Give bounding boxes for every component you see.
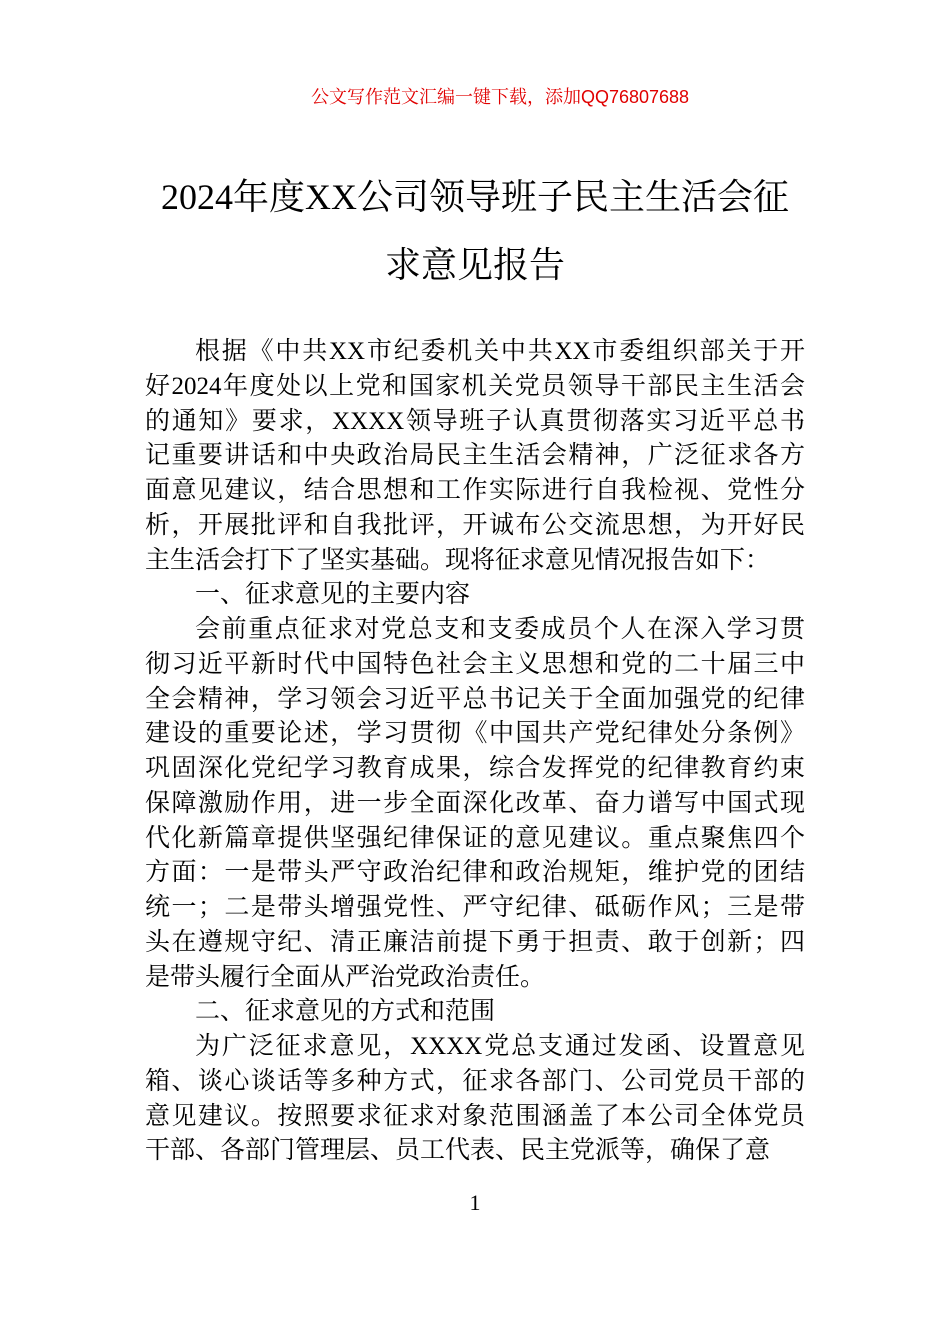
paragraph-line: 根据《中共XX市纪委机关中共XX市委组织部关于开 [195,338,805,365]
paragraph-line: 代化新篇章提供坚强纪律保证的意见建议。重点聚焦四个 [145,824,805,852]
paragraph-line: 是带头履行全面从严治党政治责任。 [145,963,546,991]
paragraph-line: 干部、各部门管理层、员工代表、民主党派等，确保了意 [145,1137,771,1165]
document-title-line-1: 2024年度XX公司领导班子民主生活会征 [161,177,789,217]
document-title-line-2: 求意见报告 [384,245,565,285]
paragraph-line: 的通知》要求，XXXX领导班子认真贯彻落实习近平总书 [145,407,805,435]
paragraph-line: 主生活会打下了坚实基础。现将征求意见情况报告如下： [145,546,771,574]
paragraph-line: 建设的重要论述，学习贯彻《中国共产党纪律处分条例》 [145,720,805,748]
paragraph-line: 统一；二是带头增强党性、严守纪律、砥砺作风；三是带 [145,894,805,921]
paragraph-line: 巩固深化党纪学习教育成果，综合发挥党的纪律教育约束 [145,755,805,782]
section-heading: 二、征求意见的方式和范围 [195,998,496,1026]
paragraph-line: 面意见建议，结合思想和工作实际进行自我检视、党性分 [145,477,805,504]
paragraph-line: 会前重点征求对党总支和支委成员个人在深入学习贯 [195,616,805,643]
paragraph-line: 析，开展批评和自我批评，开诚布公交流思想，为开好民 [145,511,805,539]
paragraph-line: 好2024年度处以上党和国家机关党员领导干部民主生活会 [145,372,805,400]
paragraph-line: 方面：一是带头严守政治纪律和政治规矩，维护党的团结 [145,859,805,887]
paragraph-line: 保障激励作用，进一步全面深化改革、奋力谱写中国式现 [145,789,805,817]
paragraph-line: 彻习近平新时代中国特色社会主义思想和党的二十届三中 [145,650,805,678]
document-body [145,335,805,1169]
paragraph-line: 意见建议。按照要求征求对象范围涵盖了本公司全体党员 [145,1102,805,1130]
section-heading: 一、征求意见的主要内容 [195,581,471,609]
watermark-text: 公文写作范文汇编一键下载，添加QQ76807688 [310,87,690,107]
paragraph-line: 全会精神，学习领会习近平总书记关于全面加强党的纪律 [145,685,805,713]
paragraph-line: 箱、谈心谈话等多种方式，征求各部门、公司党员干部的 [145,1067,805,1095]
paragraph-line: 头在遵规守纪、清正廉洁前提下勇于担责、敢于创新；四 [145,928,805,956]
paragraph-line: 记重要讲话和中央政治局民主生活会精神，广泛征求各方 [145,442,805,470]
page-number: 1 [469,1190,481,1215]
paragraph-line: 为广泛征求意见，XXXX党总支通过发函、设置意见 [195,1033,805,1060]
